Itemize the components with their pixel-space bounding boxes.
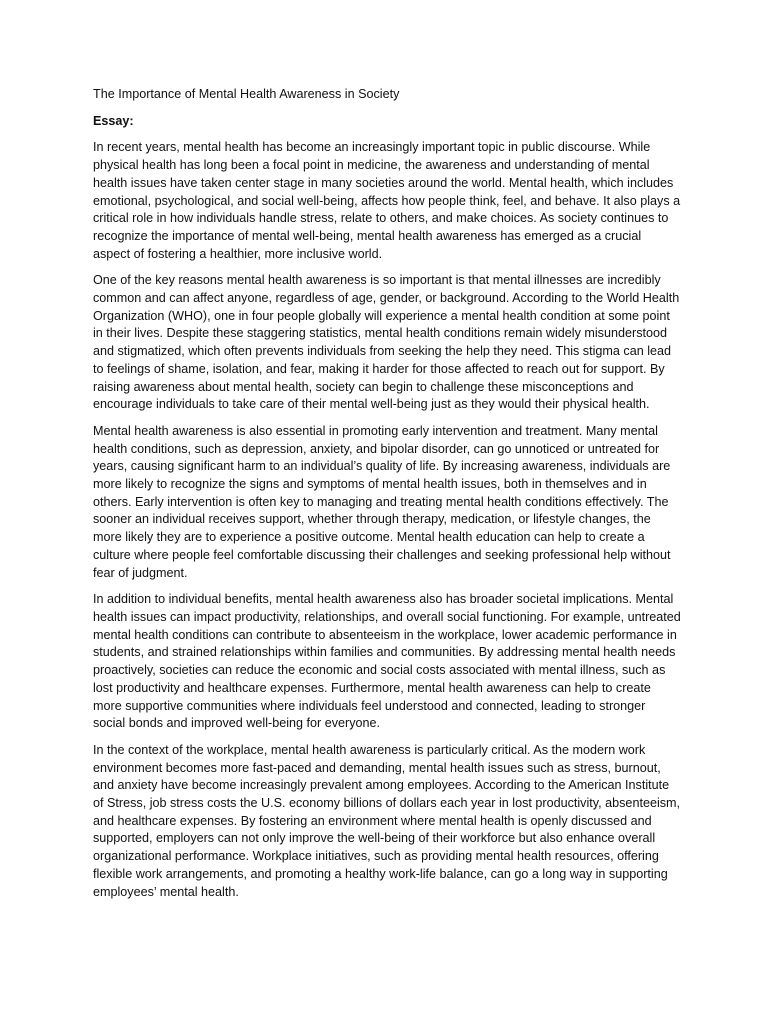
- essay-label: Essay:: [93, 113, 134, 128]
- paragraph-2: One of the key reasons mental health awareness is so important is that mental illnesses are incredibly common and can affect anyone, regardless of age, gender, or background. According to the World Health Organization (WHO), one in four people globally will experience a mental health condition at some point in their lives. Despite these staggering statistics, mental health conditions remain widely misunderstood and stigmatized, which often prevents individuals from seeking the help they need. This stigma can lead to feelings of shame, isolation, and fear, making it harder for those affected to reach out for support. By raising awareness about mental health, society can begin to challenge these misconceptions and encourage individuals to take care of their mental well-being just as they would their physical health.: [93, 273, 680, 412]
- document-body: [93, 86, 681, 910]
- paragraph-3: Mental health awareness is also essential in promoting early intervention and treatment. Many mental health conditions, such as depression, anxiety, and bipolar disorder, can go unnoticed or untreated for years, causing significant harm to an individual’s quality of life. By increasing awareness, individuals are more likely to recognize the signs and symptoms of mental health issues, both in themselves and in others. Early intervention is often key to managing and treating mental health conditions effectively. The sooner an individual receives support, whether through therapy, medication, or lifestyle changes, the more likely they are to experience a positive outcome. Mental health education can help to create a culture where people feel comfortable discussing their challenges and seeking professional help without fear of judgment.: [93, 423, 671, 580]
- paragraph-4: In addition to individual benefits, mental health awareness also has broader societal implications. Mental health issues can impact productivity, relationships, and overall social functioning. For example, untreated mental health conditions can contribute to absenteeism in the workplace, lower academic performance in students, and strained relationships within families and communities. By addressing mental health needs proactively, societies can reduce the economic and social costs associated with mental illness, such as lost productivity and healthcare expenses. Furthermore, mental health awareness can help to create more supportive communities where individuals feel understood and connected, leading to stronger social bonds and improved well-being for everyone.: [93, 592, 681, 731]
- paragraph-1: In recent years, mental health has become an increasingly important topic in public discourse. While physical health has long been a focal point in medicine, the awareness and understanding of mental health issues have taken center stage in many societies around the world. Mental health, which includes emotional, psychological, and social well-being, affects how people think, feel, and behave. It also plays a critical role in how individuals handle stress, relate to others, and make choices. As society continues to recognize the importance of mental well-being, mental health awareness has emerged as a crucial aspect of fostering a healthier, more inclusive world.: [93, 140, 681, 261]
- paragraph-5: In the context of the workplace, mental health awareness is particularly critical. As the modern work environment becomes more fast-paced and demanding, mental health issues such as stress, burnout, and anxiety have become increasingly prevalent among employees. According to the American Institute of Stress, job stress costs the U.S. economy billions of dollars each year in lost productivity, absenteeism, and healthcare expenses. By fostering an environment where mental health is openly discussed and supported, employers can not only improve the well-being of their workforce but also enhance overall organizational performance. Workplace initiatives, such as providing mental health resources, offering flexible work arrangements, and promoting a healthy work-life balance, can go a long way in supporting employees’ mental health.: [93, 742, 681, 899]
- document-title: The Importance of Mental Health Awareness in Society: [93, 87, 400, 101]
